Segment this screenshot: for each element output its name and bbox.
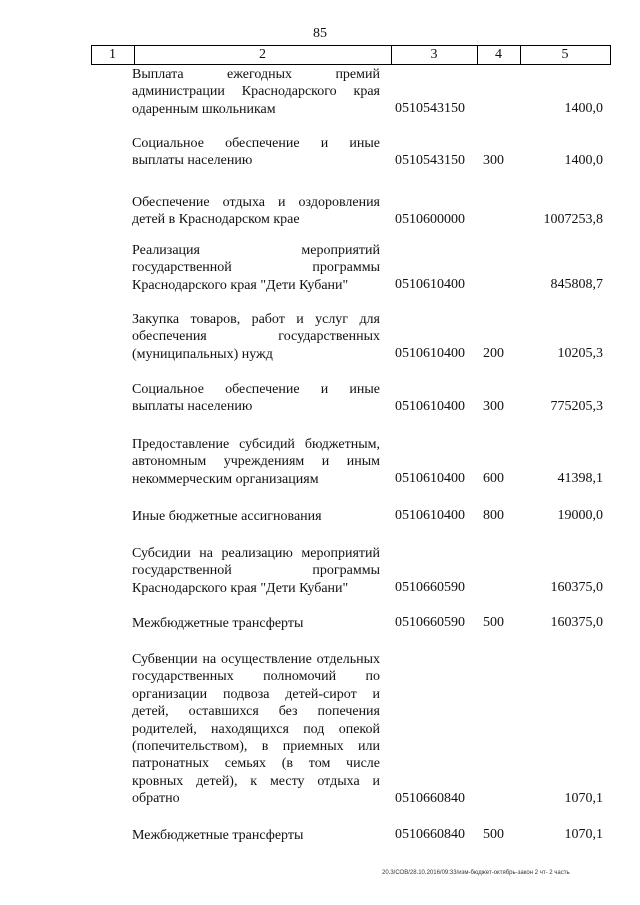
row-name: Субвенции на осуществление отдельных государственных полномочий по организации подвоза детей-сирот и детей, оставшихся без попечения родителей, находящихся под опекой (попечительством), в приемных или патронатных семьях (в том числе кровных детей), к месту отдыха и обратно <box>132 652 380 807</box>
row-amount: 19000,0 <box>557 508 603 523</box>
row-code: 0510660840 <box>395 827 465 842</box>
row-amount: 10205,3 <box>557 346 603 361</box>
row-name: Выплата ежегодных премий администрации Краснодарского края одаренным школьникам <box>132 67 380 117</box>
header-col-3: 3 <box>430 47 438 62</box>
row-amount: 160375,0 <box>550 615 603 630</box>
header-col-5: 5 <box>561 47 569 62</box>
row-type: 500 <box>483 827 504 842</box>
table-header <box>91 45 611 65</box>
row-code: 0510600000 <box>395 212 465 227</box>
row-name: Иные бюджетные ассигнования <box>132 509 322 524</box>
row-name: Субсидии на реализацию мероприятий государственной программы Краснодарского края "Дети Кубани" <box>132 546 380 596</box>
row-type: 200 <box>483 346 504 361</box>
row-amount: 1400,0 <box>564 153 603 168</box>
row-amount: 845808,7 <box>550 277 603 292</box>
row-code: 0510610400 <box>395 471 465 486</box>
row-type: 800 <box>483 508 504 523</box>
row-code: 0510610400 <box>395 399 465 414</box>
row-amount: 775205,3 <box>550 399 603 414</box>
row-code: 0510543150 <box>395 101 465 116</box>
row-name: Межбюджетные трансферты <box>132 828 304 843</box>
row-code: 0510543150 <box>395 153 465 168</box>
row-name: Реализация мероприятий государственной программы Краснодарского края "Дети Кубани" <box>132 243 380 293</box>
header-divider <box>610 45 611 65</box>
row-code: 0510610400 <box>395 508 465 523</box>
row-name: Социальное обеспечение и иные выплаты населению <box>132 136 380 169</box>
header-col-4: 4 <box>495 47 502 62</box>
row-name: Закупка товаров, работ и услуг для обеспечения государственных (муниципальных) нужд <box>132 312 380 362</box>
row-type: 300 <box>483 153 504 168</box>
row-code: 0510610400 <box>395 346 465 361</box>
row-name: Межбюджетные трансферты <box>132 616 304 631</box>
row-type: 500 <box>483 615 504 630</box>
header-col-2: 2 <box>259 47 266 62</box>
row-type: 600 <box>483 471 504 486</box>
row-name: Предоставление субсидий бюджетным, автономным учреждениям и иным некоммерческим организациям <box>132 437 380 487</box>
row-name: Социальное обеспечение и иные выплаты населению <box>132 382 380 415</box>
row-code: 0510660590 <box>395 615 465 630</box>
header-col-1: 1 <box>109 47 116 62</box>
row-code: 0510610400 <box>395 277 465 292</box>
row-type: 300 <box>483 399 504 414</box>
row-name: Обеспечение отдыха и оздоровления детей в Краснодарском крае <box>132 195 380 228</box>
row-code: 0510660840 <box>395 791 465 806</box>
row-amount: 1070,1 <box>564 791 603 806</box>
row-amount: 41398,1 <box>557 471 603 486</box>
row-amount: 1400,0 <box>564 101 603 116</box>
row-amount: 1070,1 <box>564 827 603 842</box>
row-amount: 160375,0 <box>550 580 603 595</box>
page-number: 85 <box>313 26 327 41</box>
footer-note: 20.3/СОВ/28.10.2016/09:33/изм-бюджет-октябрь-закон 2 чт- 2 часть <box>382 870 570 876</box>
row-amount: 1007253,8 <box>543 212 603 227</box>
row-code: 0510660590 <box>395 580 465 595</box>
